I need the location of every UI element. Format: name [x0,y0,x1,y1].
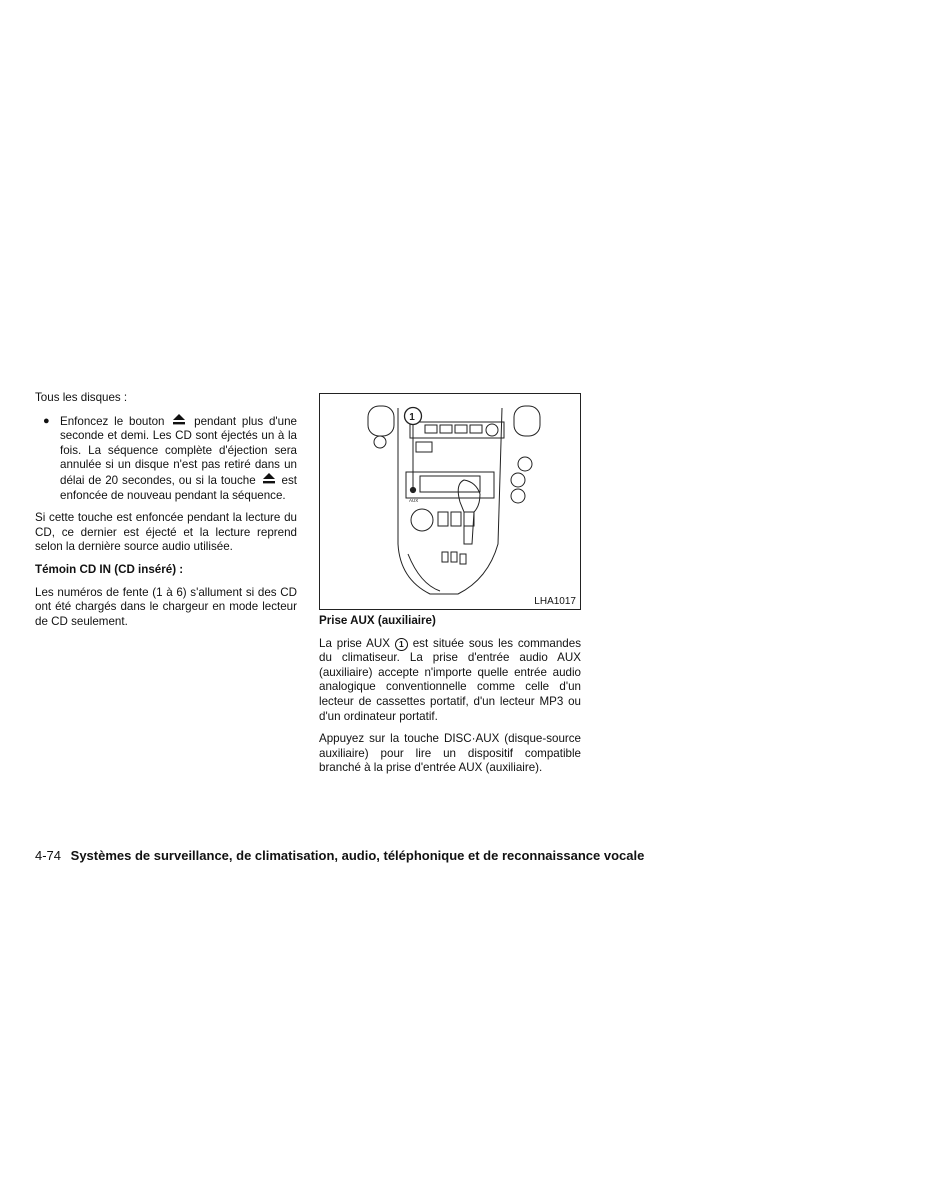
right-column [319,614,581,784]
paragraph: Si cette touche est enfoncée pendant la lecture du CD, ce dernier est éjecté et la lecture reprend selon la dernière source audio utilisée. [35,511,297,554]
section-heading: Témoin CD IN (CD inséré) : [35,562,184,576]
paragraph: Appuyez sur la touche DISC·AUX (disque-source auxiliaire) pour lire un dispositif compatible branché à la prise d'entrée AUX (auxiliaire). [319,732,581,775]
bullet-dot-icon: ● [43,414,50,427]
page-footer [35,848,644,863]
paragraph [319,637,581,725]
figure-code: LHA1017 [534,596,576,607]
aux-label: AUX [409,498,419,503]
figure-callout: 1 [409,412,415,423]
callout-number-1: 1 [395,638,408,651]
page-number: 4-74 [35,848,62,863]
bullet-text-2: pendant plus d'une seconde et demi. Les CD sont éjectés un à la fois. La séquence complète d'éjection sera annulée si un disque n'est pas retiré dans un délai de 20 secondes, ou si la touche [60,414,297,487]
bullet-text-1: Enfoncez le bouton [60,414,165,428]
chapter-title: Systèmes de surveillance, de climatisation, audio, téléphonique et de reconnaissance vocale [70,848,645,863]
aux-text-b: est située sous les commandes du climatiseur. La prise d'entrée audio AUX (auxiliaire) accepte n'importe quelle entrée audio analogique conventionnelle comme celle d'un lecteur de cassettes portatif, d'un lecteur MP3 ou d'un ordinateur portatif. [319,636,582,723]
intro-text: Tous les disques : [35,391,128,404]
aux-text-a: La prise AUX [319,636,390,650]
bullet-item [35,414,297,504]
paragraph: Les numéros de fente (1 à 6) s'allument si des CD ont été chargés dans le chargeur en mode lecteur de CD seulement. [35,585,297,628]
eject-icon [262,473,276,484]
console-illustration [319,393,581,610]
eject-icon [172,414,186,425]
left-column [35,391,297,637]
console-drawing [320,394,580,609]
section-heading: Prise AUX (auxiliaire) [319,614,436,627]
bullet-text-3: est enfoncée de nouveau pendant la séquence. [60,473,297,502]
